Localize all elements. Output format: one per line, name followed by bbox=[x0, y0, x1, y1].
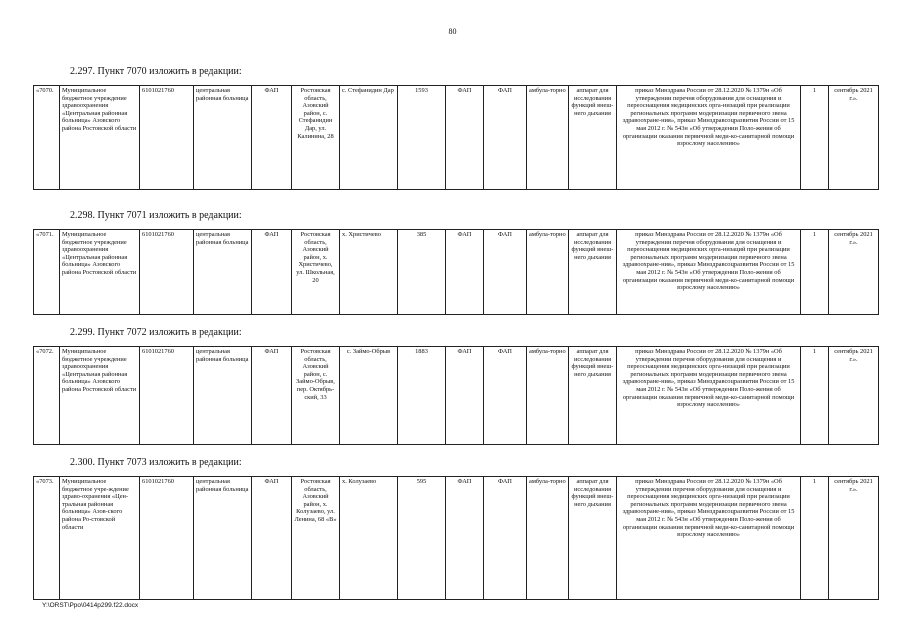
date-cell: сентябрь 2021 г.». bbox=[829, 477, 879, 600]
quantity-cell: 1 bbox=[801, 230, 829, 315]
section-table bbox=[33, 229, 879, 315]
care-condition-cell: амбула-торно bbox=[527, 86, 569, 190]
inn-cell: 6101021760 bbox=[140, 477, 194, 600]
population-cell: 1883 bbox=[398, 347, 446, 445]
row-number-cell: «7071. bbox=[34, 230, 60, 315]
date-cell: сентябрь 2021 г.». bbox=[829, 230, 879, 315]
unit-type-cell: ФАП bbox=[252, 347, 292, 445]
settlement-cell: с. Займо-Обрыв bbox=[340, 347, 398, 445]
quantity-cell: 1 bbox=[801, 477, 829, 600]
row-number-cell: «7070. bbox=[34, 86, 60, 190]
address-cell: Ростовская область, Азовский район, х. Колузаево, ул. Ленина, 68 «В» bbox=[292, 477, 340, 600]
section-table bbox=[33, 85, 879, 190]
institution-type-cell: центральная районная больница bbox=[194, 477, 252, 600]
legal-basis-cell: приказ Минздрава России от 28.12.2020 № 1379н «Об утверждении перечня оборудования для оснащения и переоснащения медицинских орга-низаций при реализации региональных программ модернизации первичного звена здравоохране-ния», приказ Минздравсоцразвития России от 15 мая 2012 г. № 543н «Об утверждении Поло-жения об организации оказания первичной меди-ко-санитарной помощи взрослому населению» bbox=[617, 477, 801, 600]
table-row bbox=[34, 230, 879, 315]
row-number-cell: «7073. bbox=[34, 477, 60, 600]
inn-cell: 6101021760 bbox=[140, 347, 194, 445]
section-heading: 2.297. Пункт 7070 изложить в редакции: bbox=[70, 66, 242, 77]
settlement-cell: х. Колузаево bbox=[340, 477, 398, 600]
organization-cell: Муниципальное бюджетное учреждение здравоохранения «Центральная районная больница» Азовского района Ростовской области bbox=[60, 86, 140, 190]
equipment-cell: аппарат для исследования функций внеш-него дыхания bbox=[569, 86, 617, 190]
page-number: 80 bbox=[448, 27, 457, 36]
date-cell: сентябрь 2021 г.». bbox=[829, 347, 879, 445]
organization-cell: Муниципальное бюджетное учреждение здравоохранения «Центральная районная больница» Азовского района Ростовской области bbox=[60, 230, 140, 315]
table-row bbox=[34, 347, 879, 445]
section-heading: 2.298. Пункт 7071 изложить в редакции: bbox=[70, 210, 242, 221]
section-heading: 2.299. Пункт 7072 изложить в редакции: bbox=[70, 327, 242, 338]
section-table bbox=[33, 346, 879, 445]
quantity-cell: 1 bbox=[801, 86, 829, 190]
unit-type-cell: ФАП bbox=[446, 230, 484, 315]
organization-cell: Муниципальное бюджетное учреждение здравоохранения «Центральная районная больница» Азовского района Ростовской области bbox=[60, 347, 140, 445]
quantity-cell: 1 bbox=[801, 347, 829, 445]
unit-type-cell: ФАП bbox=[484, 477, 527, 600]
settlement-cell: с. Стефанидин Дар bbox=[340, 86, 398, 190]
care-condition-cell: амбула-торно bbox=[527, 477, 569, 600]
equipment-cell: аппарат для исследования функций внеш-него дыхания bbox=[569, 230, 617, 315]
section-heading: 2.300. Пункт 7073 изложить в редакции: bbox=[70, 457, 242, 468]
row-number-cell: «7072. bbox=[34, 347, 60, 445]
unit-type-cell: ФАП bbox=[484, 86, 527, 190]
organization-cell: Муниципальное бюджетное учре-ждение здраво-охранения «Цен-тральная районная больница» Азов-ского района Ро-стовской области bbox=[60, 477, 140, 600]
legal-basis-cell: приказ Минздрава России от 28.12.2020 № 1379н «Об утверждении перечня оборудования для оснащения и переоснащения медицинских орга-низаций при реализации региональных программ модернизации первичного звена здравоохране-ния», приказ Минздравсоцразвития России от 15 мая 2012 г. № 543н «Об утверждении Поло-жения об организации оказания первичной меди-ко-санитарной помощи взрослому населению» bbox=[617, 347, 801, 445]
population-cell: 1593 bbox=[398, 86, 446, 190]
unit-type-cell: ФАП bbox=[484, 347, 527, 445]
institution-type-cell: центральная районная больница bbox=[194, 230, 252, 315]
address-cell: Ростовская область, Азовский район, х. Христичево, ул. Школьная, 20 bbox=[292, 230, 340, 315]
settlement-cell: х. Христичево bbox=[340, 230, 398, 315]
population-cell: 595 bbox=[398, 477, 446, 600]
unit-type-cell: ФАП bbox=[446, 86, 484, 190]
care-condition-cell: амбула-торно bbox=[527, 230, 569, 315]
institution-type-cell: центральная районная больница bbox=[194, 86, 252, 190]
equipment-cell: аппарат для исследования функций внеш-него дыхания bbox=[569, 477, 617, 600]
institution-type-cell: центральная районная больница bbox=[194, 347, 252, 445]
unit-type-cell: ФАП bbox=[252, 230, 292, 315]
table-row bbox=[34, 86, 879, 190]
unit-type-cell: ФАП bbox=[484, 230, 527, 315]
unit-type-cell: ФАП bbox=[252, 477, 292, 600]
inn-cell: 6101021760 bbox=[140, 230, 194, 315]
equipment-cell: аппарат для исследования функций внеш-него дыхания bbox=[569, 347, 617, 445]
date-cell: сентябрь 2021 г.». bbox=[829, 86, 879, 190]
unit-type-cell: ФАП bbox=[446, 477, 484, 600]
legal-basis-cell: приказ Минздрава России от 28.12.2020 № 1379н «Об утверждении перечня оборудования для оснащения и переоснащения медицинских орга-низаций при реализации региональных программ модернизации первичного звена здравоохране-ния», приказ Минздравсоцразвития России от 15 мая 2012 г. № 543н «Об утверждении Поло-жения об организации оказания первичной меди-ко-санитарной помощи взрослому населению» bbox=[617, 230, 801, 315]
inn-cell: 6101021760 bbox=[140, 86, 194, 190]
address-cell: Ростовская область, Азовский район, с. Стефанидин Дар, ул. Калинина, 28 bbox=[292, 86, 340, 190]
table-row bbox=[34, 477, 879, 600]
care-condition-cell: амбула-торно bbox=[527, 347, 569, 445]
unit-type-cell: ФАП bbox=[446, 347, 484, 445]
population-cell: 385 bbox=[398, 230, 446, 315]
file-path-footer: Y:\ORST\Ppo\0414p299.f22.docx bbox=[42, 602, 139, 609]
legal-basis-cell: приказ Минздрава России от 28.12.2020 № 1379н «Об утверждении перечня оборудования для оснащения и переоснащения медицинских орга-низаций при реализации региональных программ модернизации первичного звена здравоохране-ния», приказ Минздравсоцразвития России от 15 мая 2012 г. № 543н «Об утверждении Поло-жения об организации оказания первичной меди-ко-санитарной помощи взрослому населению» bbox=[617, 86, 801, 190]
address-cell: Ростовская область, Азовский район, с. Займо-Обрыв, пер. Октябрь-ский, 33 bbox=[292, 347, 340, 445]
unit-type-cell: ФАП bbox=[252, 86, 292, 190]
section-table bbox=[33, 476, 879, 600]
